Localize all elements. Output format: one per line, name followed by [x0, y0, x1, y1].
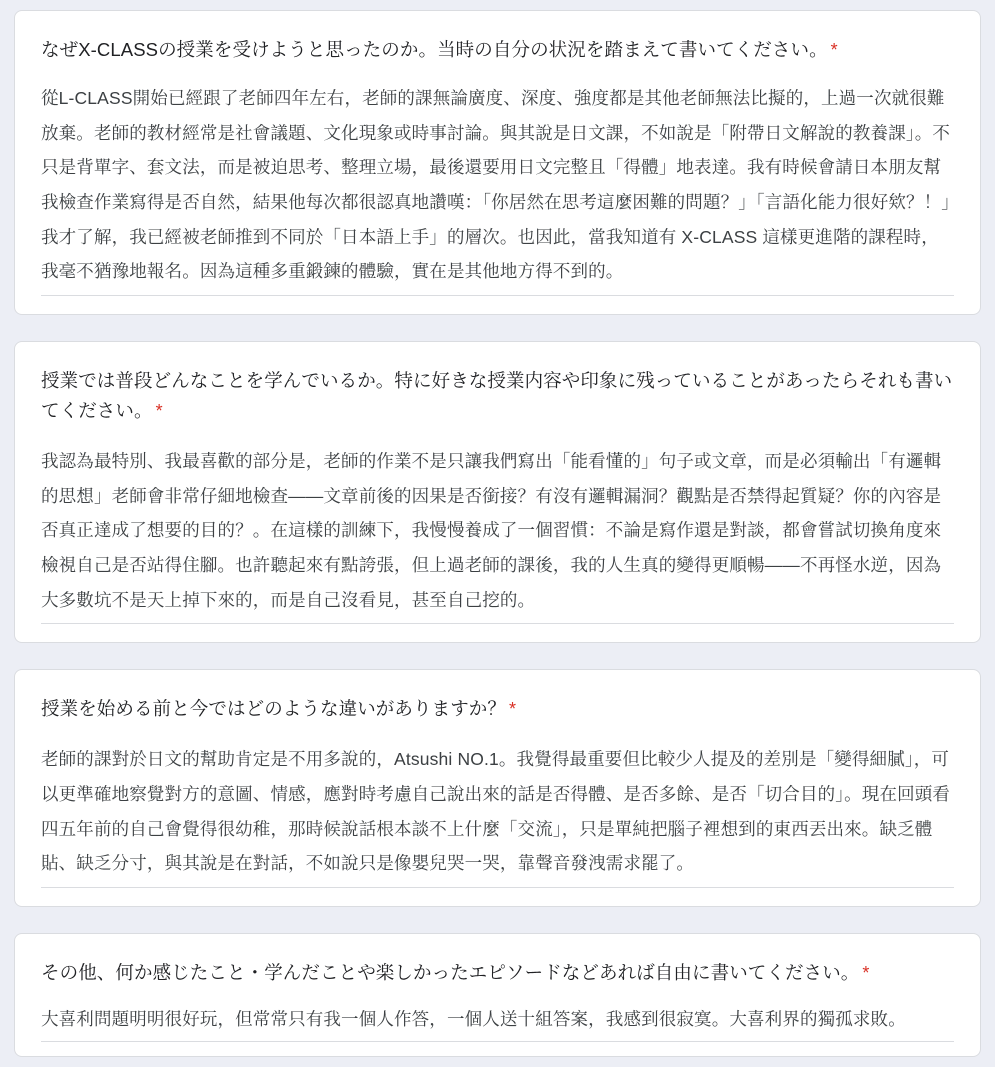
question-title-text-2: 授業では普段どんなことを学んでいるか。特に好きな授業内容や印象に残っていることがあったらそれも書いてください。: [41, 370, 953, 421]
answer-field-4[interactable]: [41, 1002, 954, 1042]
question-card-4: [14, 933, 981, 1057]
answer-field-1[interactable]: [41, 81, 954, 296]
required-marker-1: *: [830, 40, 838, 60]
question-title-text-4: その他、何か感じたこと・学んだことや楽しかったエピソードなどあれば自由に書いてください。: [41, 962, 860, 984]
answer-field-3[interactable]: [41, 742, 954, 888]
required-marker-2: *: [155, 400, 163, 421]
question-card-2: [14, 341, 981, 643]
answer-field-2[interactable]: [41, 444, 954, 624]
question-card-3: [14, 669, 981, 907]
answer-text-2: 我認為最特別、我最喜歡的部分是，老師的作業不是只讓我們寫出「能看懂的」句子或文章，而是必須輸出「有邏輯的思想」老師會非常仔細地檢查——文章前後的因果是否銜接？有沒有邏輯漏洞？觀點是否禁得起質疑？你的內容是否真正達成了想要的目的？。在這樣的訓練下，我慢慢養成了一個習慣：不論是寫作還是對談，都會嘗試切換角度來檢視自己是否站得住腳。也許聽起來有點誇張，但上過老師的課後，我的人生真的變得更順暢——不再怪水逆，因為大多數坑不是天上掉下來的，而是自己沒看見，甚至自己挖的。: [41, 451, 942, 610]
question-title-4: [41, 958, 954, 988]
question-title-text-3: 授業を始める前と今ではどのような違いがありますか？: [41, 698, 507, 720]
answer-text-3: 老師的課對於日文的幫助肯定是不用多說的，Atsushi NO.1。我覺得最重要但比較少人提及的差別是「變得細膩」，可以更準確地察覺對方的意圖、情感，應對時考慮自己說出來的話是否得體、是否多餘、是否「切合目的」。現在回頭看四五年前的自己會覺得很幼稚，那時候說話根本談不上什麼「交流」，只是單純把腦子裡想到的東西丟出來。缺乏體貼、缺乏分寸，與其說是在對話，不如說只是像嬰兒哭一哭，靠聲音發洩需求罷了。: [41, 749, 951, 874]
question-title-3: [41, 694, 954, 724]
question-title-1: [41, 35, 954, 65]
question-title-2: [41, 366, 954, 426]
answer-text-1: 從L-CLASS開始已經跟了老師四年左右，老師的課無論廣度、深度、強度都是其他老師無法比擬的，上過一次就很難放棄。老師的教材經常是社會議題、文化現象或時事討論。與其說是日文課，不如說是「附帶日文解說的教養課」。不只是背單字、套文法，而是被迫思考、整理立場，最後還要用日文完整且「得體」地表達。我有時候會請日本朋友幫我檢查作業寫得是否自然，結果他每次都很認真地讚嘆：「你居然在思考這麼困難的問題？」「言語化能力很好欸？！」我才了解，我已經被老師推到不同於「日本語上手」的層次。也因此，當我知道有 X-CLASS 這樣更進階的課程時，我毫不猶豫地報名。因為這種多重鍛鍊的體驗，實在是其他地方得不到的。: [41, 88, 951, 282]
answer-text-4: 大喜利問題明明很好玩，但常常只有我一個人作答，一個人送十組答案，我感到很寂寞。大喜利界的獨孤求敗。: [41, 1009, 906, 1030]
question-title-text-1: なぜX-CLASSの授業を受けようと思ったのか。当時の自分の状況を踏まえて書いてください。: [41, 39, 828, 60]
required-marker-3: *: [509, 699, 517, 720]
required-marker-4: *: [862, 963, 870, 984]
question-card-1: [14, 10, 981, 315]
